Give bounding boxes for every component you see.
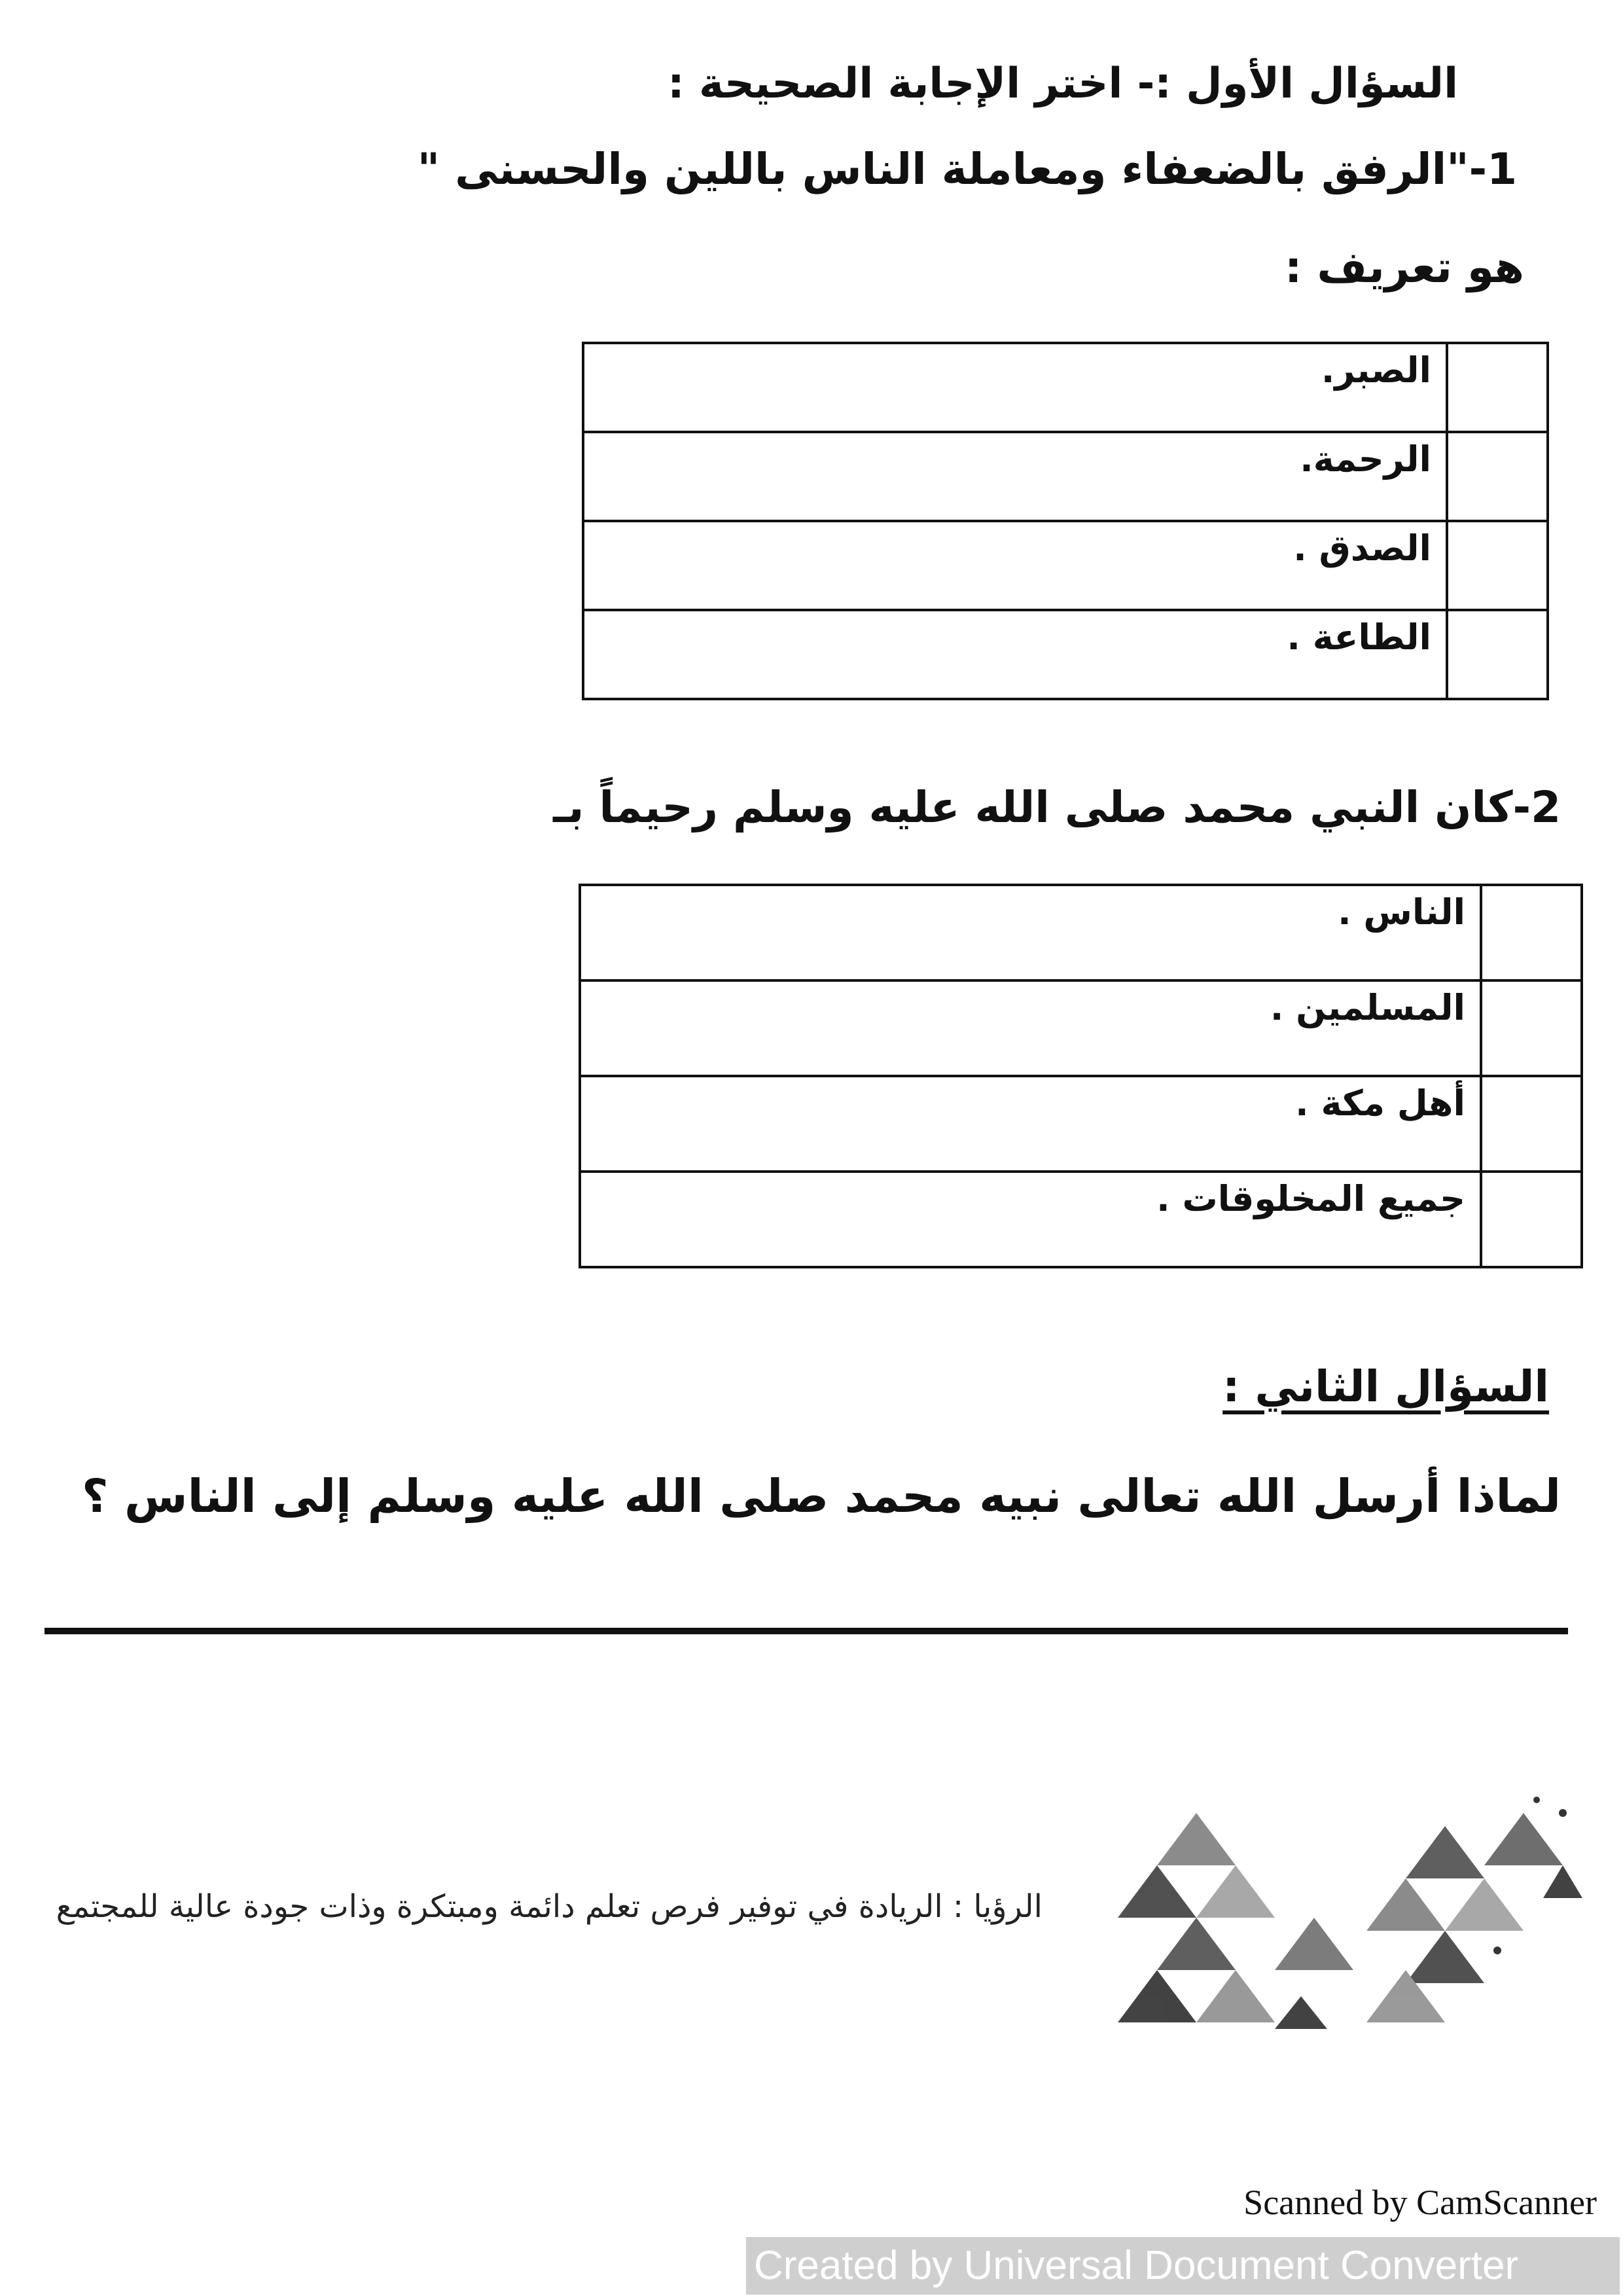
answer-checkbox-cell[interactable] bbox=[1481, 885, 1582, 980]
option-label: الرحمة. bbox=[583, 432, 1447, 521]
option-row bbox=[580, 885, 1582, 980]
answer-checkbox-cell[interactable] bbox=[1481, 980, 1582, 1076]
watermark-banner bbox=[746, 2237, 1620, 2295]
option-label: الناس . bbox=[580, 885, 1481, 980]
option-row bbox=[580, 1172, 1582, 1267]
answer-checkbox-cell[interactable] bbox=[1447, 343, 1548, 432]
converter-watermark: Created by Universal Document Converter bbox=[754, 2243, 1519, 2288]
answer-checkbox-cell[interactable] bbox=[1447, 432, 1548, 521]
option-label: أهل مكة . bbox=[580, 1076, 1481, 1172]
option-label: الصبر. bbox=[583, 343, 1447, 432]
option-label: جميع المخلوقات . bbox=[580, 1172, 1481, 1267]
section1-heading: السؤال الأول :- اختر الإجابة الصحيحة : bbox=[668, 60, 1458, 108]
option-label: الطاعة . bbox=[583, 610, 1447, 699]
geometric-pattern-logo bbox=[1105, 1787, 1589, 2036]
option-row bbox=[583, 521, 1548, 610]
option-label: المسلمين . bbox=[580, 980, 1481, 1076]
question2-text: 2-كان النبي محمد صلى الله عليه وسلم رحيماً بـ bbox=[553, 782, 1561, 833]
footer-vision-text: الرؤيا : الريادة في توفير فرص تعلم دائمة ومبتكرة وذات جودة عالية للمجتمع bbox=[56, 1888, 1043, 1925]
option-row bbox=[580, 980, 1582, 1076]
question1-continuation: هو تعريف : bbox=[1285, 242, 1524, 293]
answer-checkbox-cell[interactable] bbox=[1481, 1076, 1582, 1172]
scanner-watermark: Scanned by CamScanner bbox=[1243, 2183, 1597, 2222]
question2-options-table bbox=[579, 884, 1583, 1268]
divider-line bbox=[45, 1628, 1568, 1634]
question1-options-table bbox=[582, 342, 1549, 700]
question1-text: 1-"الرفق بالضعفاء ومعاملة الناس باللين والحسنى " bbox=[417, 144, 1517, 194]
option-row bbox=[583, 343, 1548, 432]
option-row bbox=[580, 1076, 1582, 1172]
section2-heading: السؤال الثاني : bbox=[1222, 1361, 1549, 1412]
answer-checkbox-cell[interactable] bbox=[1447, 610, 1548, 699]
section2-question: لماذا أرسل الله تعالى نبيه محمد صلى الله عليه وسلم إلى الناس ؟ bbox=[82, 1469, 1561, 1523]
answer-checkbox-cell[interactable] bbox=[1481, 1172, 1582, 1267]
option-row bbox=[583, 610, 1548, 699]
option-label: الصدق . bbox=[583, 521, 1447, 610]
answer-checkbox-cell[interactable] bbox=[1447, 521, 1548, 610]
option-row bbox=[583, 432, 1548, 521]
